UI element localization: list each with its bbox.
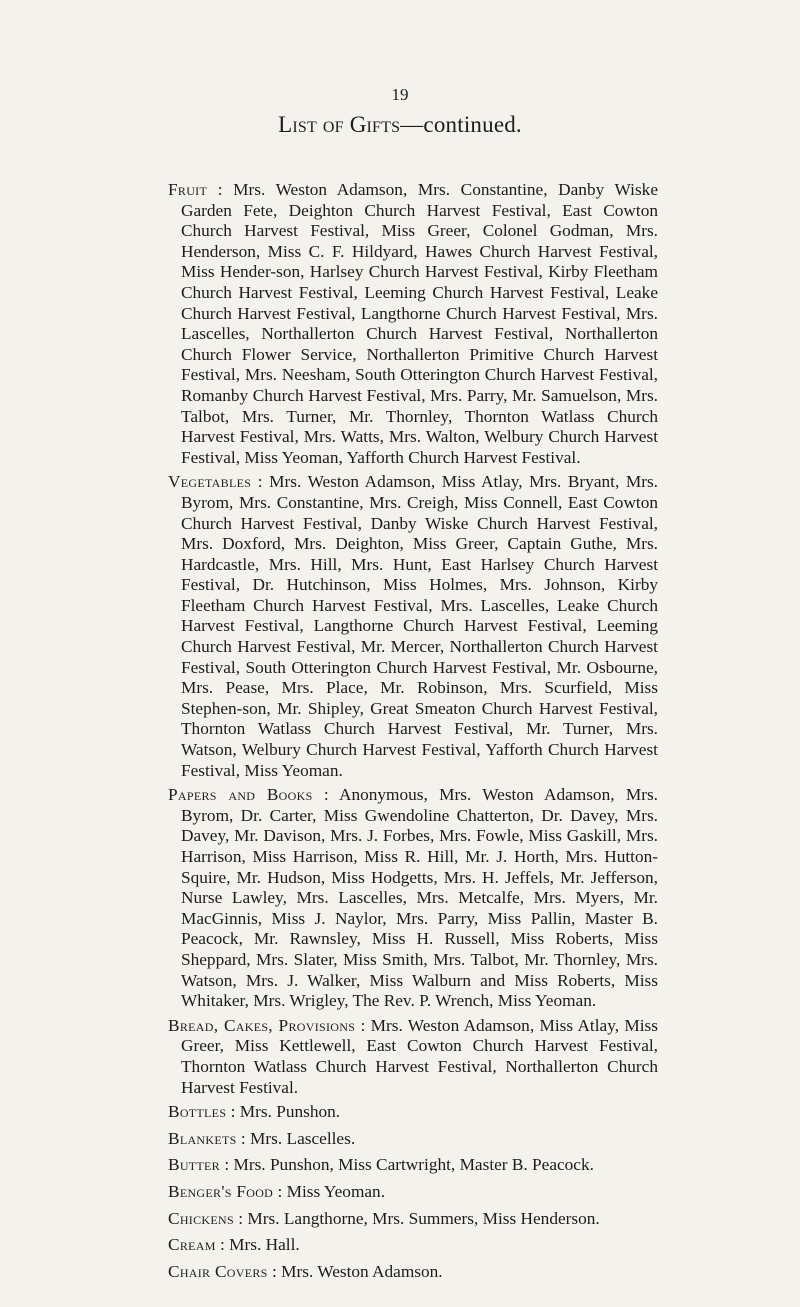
gift-entry-cream: Cream : Mrs. Hall. — [168, 1235, 300, 1255]
heading-title: List of Gifts — [278, 112, 401, 137]
gift-entry-bottles: Bottles : Mrs. Punshon. — [168, 1102, 341, 1122]
gift-entry-fruit: Fruit : Mrs. Weston Adamson, Mrs. Constantine, Danby Wiske Garden Fete, Deighton Church Harvest Festival, East Cowton Church Harvest Festival, Miss Greer, Colonel Godman, Mrs. Henderson, Miss C. F. Hildyard, Hawes Church Harvest Festival, Miss Hender-son, Harlsey Church Harvest Festival, Kirby Fleetham Church Harvest Festival, Leeming Church Harvest Festival, Leake Church Harvest Festival, Langthorne Church Harvest Festival, Mrs. Lascelles, Northallerton Church Harvest Festival, Northallerton Church Flower Service, Northallerton Primitive Church Harvest Festival, Mrs. Neesham, South Otterington Church Harvest Festival, Romanby Church Harvest Festival, Mrs. Parry, Mr. Samuelson, Mrs. Talbot, Mrs. Turner, Mr. Thornley, Thornton Watlass Church Harvest Festival, Mrs. Watts, Mrs. Walton, Welbury Church Harvest Festival, Miss Yeoman, Yafforth Church Harvest Festival. — [168, 180, 658, 467]
page-heading — [0, 112, 800, 138]
category-label: Papers and Books — [168, 785, 313, 805]
category-label: Vegetables — [168, 472, 252, 492]
category-label: Fruit — [168, 180, 208, 199]
donor-list: Mrs. Weston Adamson. — [281, 1261, 443, 1281]
gift-entry-papers-and-books: Papers and Books : Anonymous, Mrs. Weston Adamson, Mrs. Byrom, Dr. Carter, Miss Gwendoline Chatterton, Dr. Davey, Mrs. Davey, Mr. Davison, Mrs. J. Forbes, Mrs. Fowle, Miss Gaskill, Mrs. Harrison, Miss Harrison, Miss R. Hill, Mr. J. Horth, Mrs. Hutton-Squire, Mr. Hudson, Miss Hodgetts, Mrs. H. Jeffels, Mr. Jefferson, Nurse Lawley, Mrs. Lascelles, Mrs. Metcalfe, Mrs. Myers, Mr. MacGinnis, Miss J. Naylor, Mrs. Parry, Miss Pallin, Master B. Peacock, Mr. Rawnsley, Miss H. Russell, Miss Roberts, Miss Sheppard, Mrs. Slater, Miss Smith, Mrs. Talbot, Mr. Thornley, Mrs. Watson, Mrs. J. Walker, Miss Walburn and Miss Roberts, Miss Whitaker, Mrs. Wrigley, The Rev. P. Wrench, Miss Yeoman. — [168, 785, 658, 1011]
category-label: Bread, Cakes, Provisions — [168, 1015, 356, 1035]
category-label: Butter — [168, 1155, 220, 1175]
gift-entry-bread-cakes-provisions: Bread, Cakes, Provisions : Mrs. Weston Adamson, Miss Atlay, Miss Greer, Miss Kettlewell, East Cowton Church Harvest Festival, Thornton Watlass Church Harvest Festival, Northallerton Church Harvest Festival. — [168, 1015, 658, 1097]
gift-entry-chair-covers: Chair Covers : Mrs. Weston Adamson. — [168, 1261, 443, 1281]
category-label: Cream — [168, 1235, 216, 1255]
category-label: Blankets — [168, 1128, 237, 1148]
category-label: Benger's Food — [168, 1181, 274, 1201]
page-number: 19 — [391, 85, 409, 104]
donor-list: Mrs. Lascelles. — [250, 1128, 356, 1148]
gift-entry-butter: Butter : Mrs. Punshon, Miss Cartwright, Master B. Peacock. — [168, 1155, 594, 1175]
donor-list: Mrs. Punshon. — [239, 1102, 341, 1122]
donor-list: Mrs. Punshon, Miss Cartwright, Master B. Peacock. — [233, 1155, 594, 1175]
donor-list: Mrs. Weston Adamson, Miss Atlay, Mrs. Bryant, Mrs. Byrom, Mrs. Constantine, Mrs. Creigh, Miss Connell, East Cowton Church Harvest Festival, Danby Wiske Church Harvest Festival, Mrs. Doxford, Mrs. Deighton, Miss Greer, Captain Guthe, Mrs. Hardcastle, Mrs. Hill, Mrs. Hunt, East Harlsey Church Harvest Festival, Dr. Hutchinson, Miss Holmes, Mrs. Johnson, Kirby Fleetham Church Harvest Festival, Mrs. Lascelles, Leake Church Harvest Festival, Langthorne Church Harvest Festival, Leeming Church Harvest Festival, Mr. Mercer, Northallerton Church Harvest Festival, South Otterington Church Harvest Festival, Mr. Osbourne, Mrs. Pease, Mrs. Place, Mr. Robinson, Mrs. Scurfield, Miss Stephen-son, Mr. Shipley, Great Smeaton Church Harvest Festival, Thornton Watlass Church Harvest Festival, Mr. Turner, Mrs. Watson, Welbury Church Harvest Festival, Yafforth Church Harvest Festival, Miss Yeoman. — [181, 472, 659, 780]
category-label: Chickens — [168, 1208, 234, 1228]
gift-entry-vegetables: Vegetables : Mrs. Weston Adamson, Miss Atlay, Mrs. Bryant, Mrs. Byrom, Mrs. Constantine, Mrs. Creigh, Miss Connell, East Cowton Church Harvest Festival, Danby Wiske Church Harvest Festival, Mrs. Doxford, Mrs. Deighton, Miss Greer, Captain Guthe, Mrs. Hardcastle, Mrs. Hill, Mrs. Hunt, East Harlsey Church Harvest Festival, Dr. Hutchinson, Miss Holmes, Mrs. Johnson, Kirby Fleetham Church Harvest Festival, Mrs. Lascelles, Leake Church Harvest Festival, Langthorne Church Harvest Festival, Leeming Church Harvest Festival, Mr. Mercer, Northallerton Church Harvest Festival, South Otterington Church Harvest Festival, Mr. Osbourne, Mrs. Pease, Mrs. Place, Mr. Robinson, Mrs. Scurfield, Miss Stephen-son, Mr. Shipley, Great Smeaton Church Harvest Festival, Thornton Watlass Church Harvest Festival, Mr. Turner, Mrs. Watson, Welbury Church Harvest Festival, Yafforth Church Harvest Festival, Miss Yeoman. — [168, 472, 659, 780]
donor-list: Mrs. Weston Adamson, Mrs. Constantine, Danby Wiske Garden Fete, Deighton Church Harvest Festival, East Cowton Church Harvest Festival, Miss Greer, Colonel Godman, Mrs. Henderson, Miss C. F. Hildyard, Hawes Church Harvest Festival, Miss Hender-son, Harlsey Church Harvest Festival, Kirby Fleetham Church Harvest Festival, Leeming Church Harvest Festival, Leake Church Harvest Festival, Langthorne Church Harvest Festival, Mrs. Lascelles, Northallerton Church Harvest Festival, Northallerton Church Flower Service, Northallerton Primitive Church Harvest Festival, Mrs. Neesham, South Otterington Church Harvest Festival, Romanby Church Harvest Festival, Mrs. Parry, Mr. Samuelson, Mrs. Talbot, Mrs. Turner, Mr. Thornley, Thornton Watlass Church Harvest Festival, Mrs. Watts, Mrs. Walton, Welbury Church Harvest Festival, Miss Yeoman, Yafforth Church Harvest Festival. — [181, 180, 658, 467]
donor-list: Anonymous, Mrs. Weston Adamson, Mrs. Byrom, Dr. Carter, Miss Gwendoline Chatterton, Dr. Davey, Mrs. Davey, Mr. Davison, Mrs. J. Forbes, Mrs. Fowle, Miss Gaskill, Mrs. Harrison, Miss Harrison, Miss R. Hill, Mr. J. Horth, Mrs. Hutton-Squire, Mr. Hudson, Miss Hodgetts, Mrs. H. Jeffels, Mr. Jefferson, Nurse Lawley, Mrs. Lascelles, Mrs. Metcalfe, Mrs. Myers, Mr. MacGinnis, Miss J. Naylor, Mrs. Parry, Miss Pallin, Master B. Peacock, Mr. Rawnsley, Miss H. Russell, Miss Roberts, Miss Sheppard, Mrs. Slater, Miss Smith, Mrs. Talbot, Mr. Thornley, Mrs. Watson, Mrs. J. Walker, Miss Walburn and Miss Roberts, Miss Whitaker, Mrs. Wrigley, The Rev. P. Wrench, Miss Yeoman. — [181, 785, 658, 1011]
donor-list: Mrs. Hall. — [229, 1235, 300, 1255]
category-label: Bottles — [168, 1102, 227, 1122]
category-label: Chair Covers — [168, 1261, 268, 1281]
gift-entry-bengers-food: Benger's Food : Miss Yeoman. — [168, 1181, 386, 1201]
gift-entry-blankets: Blankets : Mrs. Lascelles. — [168, 1128, 356, 1148]
heading-suffix: —continued. — [400, 112, 522, 137]
donor-list: Miss Yeoman. — [286, 1181, 386, 1201]
gift-list — [168, 180, 658, 1288]
donor-list: Mrs. Weston Adamson, Miss Atlay, Miss Greer, Miss Kettlewell, East Cowton Church Harvest Festival, Thornton Watlass Church Harvest Festival, Northallerton Church Harvest Festival. — [181, 1015, 658, 1097]
gift-entry-chickens: Chickens : Mrs. Langthorne, Mrs. Summers, Miss Henderson. — [168, 1208, 600, 1228]
donor-list: Mrs. Langthorne, Mrs. Summers, Miss Henderson. — [247, 1208, 600, 1228]
